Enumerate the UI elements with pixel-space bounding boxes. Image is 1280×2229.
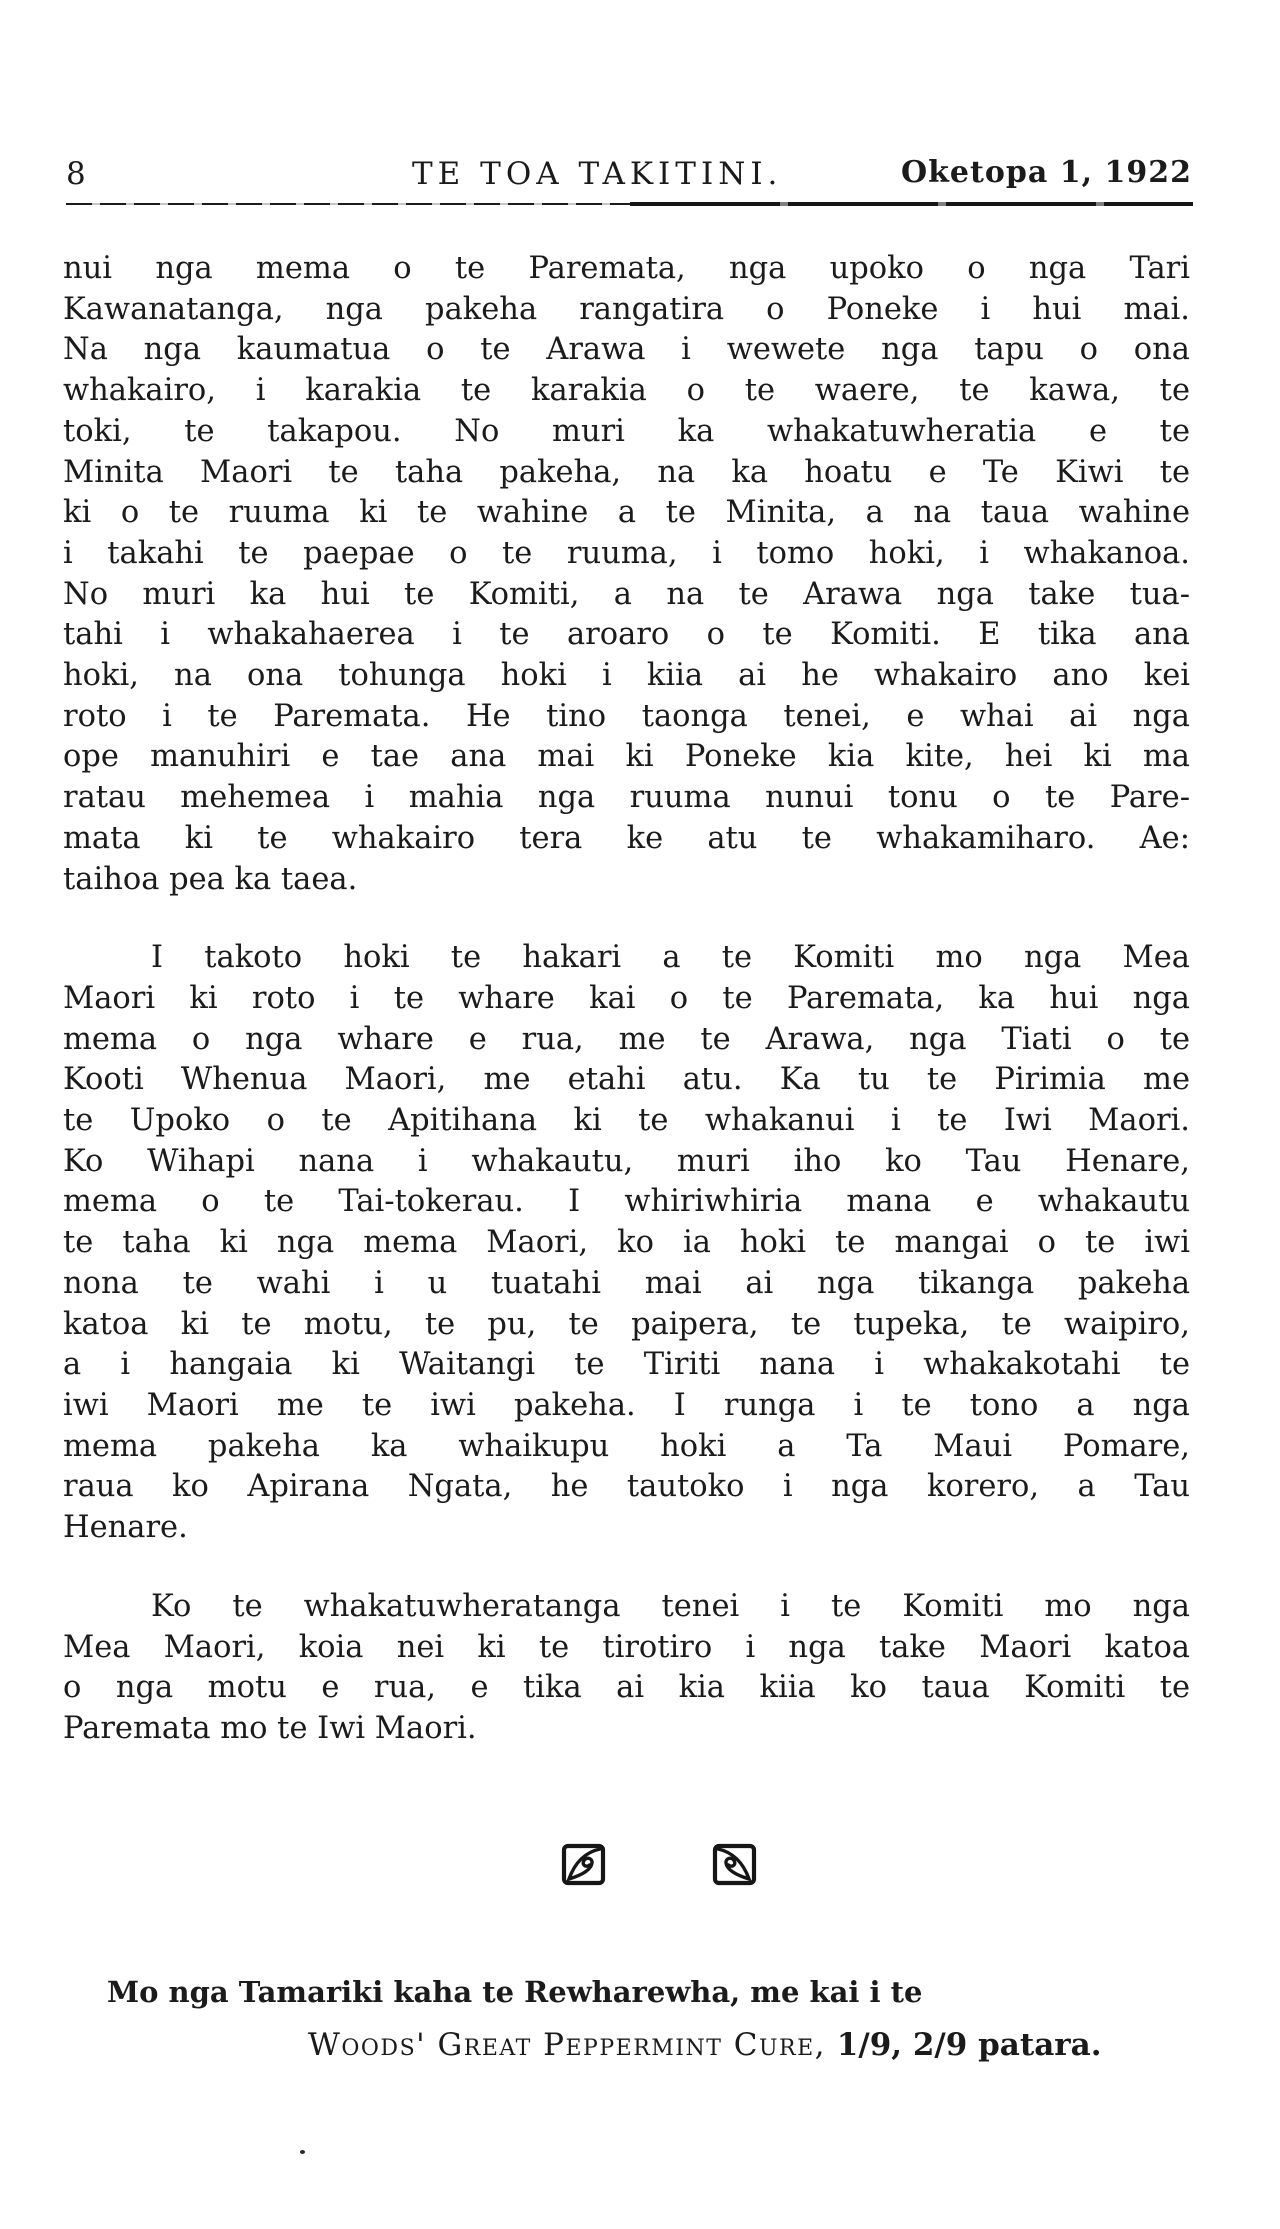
text-line: a i hangaia ki Waitangi te Tiriti nana i whakakotahi te <box>63 1347 1190 1383</box>
text-line: ope manuhiri e tae ana mai ki Poneke kia kite, hei ki ma <box>63 739 1190 775</box>
text-line: te Upoko o te Apitihana ki te whakanui i te Iwi Maori. <box>63 1103 1190 1139</box>
koru-ornament-left-icon <box>560 1840 608 1888</box>
text-line: nona te wahi i u tuatahi mai ai nga tikanga pakeha <box>63 1265 1190 1301</box>
paragraph <box>63 938 1190 1549</box>
masthead-title: TE TOA TAKITINI. <box>412 156 783 192</box>
text-line: Mea Maori, koia nei ki te tirotiro i nga take Maori katoa <box>63 1629 1190 1665</box>
text-line: I takoto hoki te hakari a te Komiti mo nga Mea <box>151 940 1190 976</box>
text-line: iwi Maori me te iwi pakeha. I runga i te tono a nga <box>63 1387 1190 1423</box>
article-body <box>63 249 1190 1750</box>
text-line: Na nga kaumatua o te Arawa i wewete nga tapu o ona <box>63 332 1190 368</box>
text-line: i takahi te paepae o te ruuma, i tomo hoki, i whakanoa. <box>63 535 1190 571</box>
woods-cure-name: Woods' Great Peppermint Cure, <box>308 2027 827 2063</box>
text-line: mema o nga whare e rua, me te Arawa, nga Tiati o te <box>63 1021 1190 1057</box>
text-line: Kooti Whenua Maori, me etahi atu. Ka tu te Pirimia me <box>63 1062 1190 1098</box>
text-line: mata ki te whakairo tera ke atu te whakamiharo. Ae: <box>63 820 1190 856</box>
text-line: whakairo, i karakia te karakia o te waere, te kawa, te <box>63 373 1190 409</box>
paragraph <box>63 249 1190 900</box>
text-line: tahi i whakahaerea i te aroaro o te Komiti. E tika ana <box>63 617 1190 653</box>
text-line: raua ko Apirana Ngata, he tautoko i nga korero, a Tau <box>63 1469 1190 1505</box>
text-line: te taha ki nga mema Maori, ko ia hoki te mangai o te iwi <box>63 1225 1190 1261</box>
paragraph <box>63 1587 1190 1750</box>
text-line: nui nga mema o te Paremata, nga upoko o nga Tari <box>63 251 1190 286</box>
text-line: katoa ki te motu, te pu, te paipera, te tupeka, te waipiro, <box>63 1306 1190 1342</box>
text-line: ratau mehemea i mahia nga ruuma nunui tonu o te Pare- <box>63 780 1190 816</box>
text-line: Kawanatanga, nga pakeha rangatira o Poneke i hui mai. <box>63 291 1190 327</box>
text-line: Paremata mo te Iwi Maori. <box>63 1710 477 1746</box>
text-line: mema pakeha ka whaikupu hoki a Ta Maui Pomare, <box>63 1428 1190 1464</box>
text-line: taihoa pea ka taea. <box>63 861 358 897</box>
ornament-row <box>560 1840 758 1888</box>
koru-ornament-right-icon <box>710 1840 758 1888</box>
text-line: Ko te whakatuwheratanga tenei i te Komiti mo nga <box>151 1588 1190 1624</box>
text-line: toki, te takapou. No muri ka whakatuwheratia e te <box>63 413 1190 449</box>
text-line: No muri ka hui te Komiti, a na te Arawa nga take tua- <box>63 576 1190 612</box>
footer-ad-line1: Mo nga Tamariki kaha te Rewharewha, me kai i te <box>107 1975 923 2009</box>
text-line: Maori ki roto i te whare kai o te Paremata, ka hui nga <box>63 980 1190 1016</box>
text-line: o nga motu e rua, e tika ai kia kiia ko taua Komiti te <box>63 1670 1190 1706</box>
text-line: mema o te Tai-tokerau. I whiriwhiria mana e whakautu <box>63 1184 1190 1220</box>
text-line: hoki, na ona tohunga hoki i kiia ai he whakairo ano kei <box>63 658 1190 694</box>
text-line: Minita Maori te taha pakeha, na ka hoatu e Te Kiwi te <box>63 454 1190 490</box>
header-rule-dashed-segment <box>66 203 652 205</box>
text-line: roto i te Paremata. He tino taonga tenei, e whai ai nga <box>63 698 1190 734</box>
issue-date: Oketopa 1, 1922 <box>901 155 1192 190</box>
ink-speck <box>300 2150 305 2154</box>
page-number: 8 <box>66 156 86 192</box>
text-line: Henare. <box>63 1510 188 1546</box>
text-line: ki o te ruuma ki te wahine a te Minita, a na taua wahine <box>63 495 1190 531</box>
header-rule-solid-segment <box>630 202 1194 206</box>
footer-ad-line2 <box>308 2027 1102 2063</box>
header-rule <box>66 202 1193 207</box>
text-line: Ko Wihapi nana i whakautu, muri iho ko Tau Henare, <box>63 1143 1190 1179</box>
woods-cure-price: 1/9, 2/9 patara. <box>826 2027 1102 2063</box>
